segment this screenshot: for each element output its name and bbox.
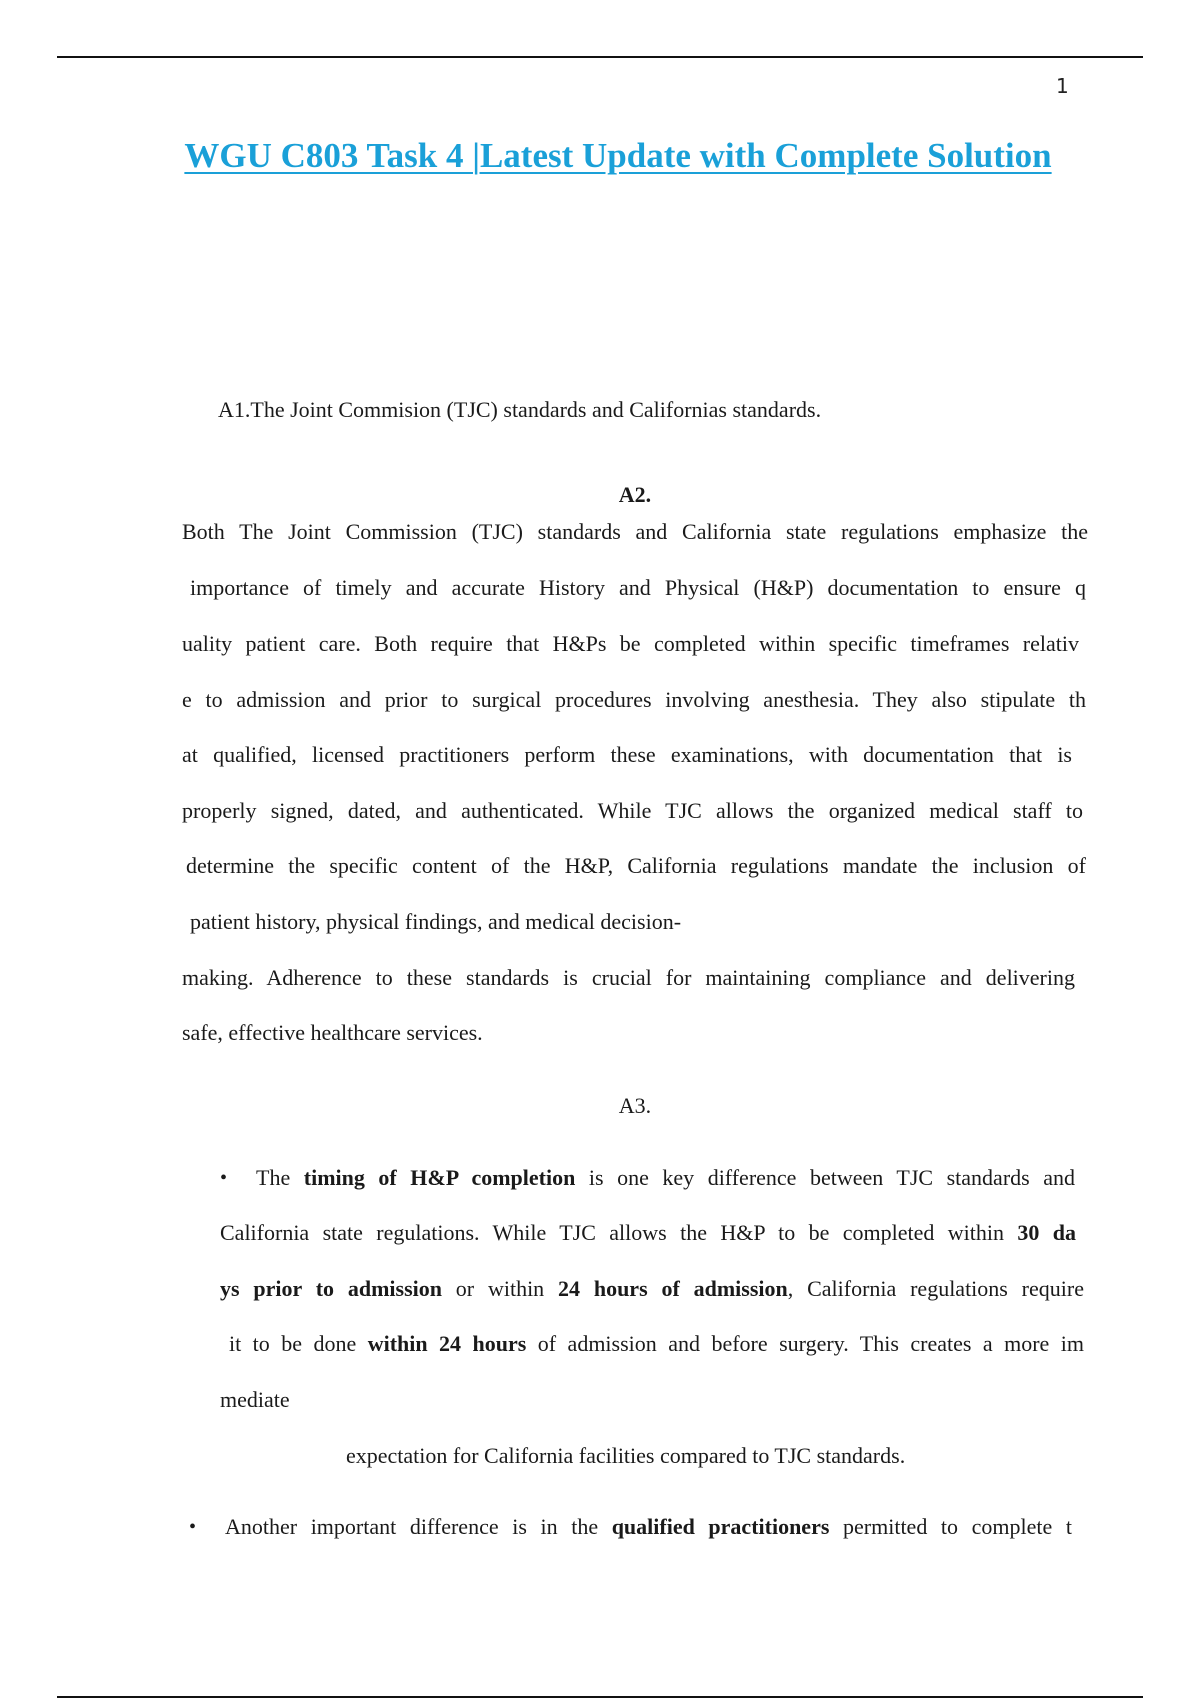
header-rule [57,56,1143,58]
a3-heading: A3. [618,1093,652,1118]
a2-line: Both The Joint Commission (TJC) standards and California state regulations emphasize the [182,519,1088,544]
a2-line: importance of timely and accurate History and Physical (H&P) documentation to ensure q [190,575,1086,600]
a2-line: making. Adherence to these standards is crucial for maintaining compliance and delivering [182,965,1075,990]
a1-text: A1.The Joint Commision (TJC) standards and Californias standards. [218,397,822,422]
a2-line: safe, effective healthcare services. [182,1020,483,1045]
bullet-icon: • [189,1516,197,1538]
a3-bullet1-line: California state regulations. While TJC allows the H&P to be completed within 30 da [220,1220,1076,1245]
a2-line: uality patient care. Both require that H&Ps be completed within specific timeframes relativ [182,631,1079,656]
document-title[interactable]: WGU C803 Task 4 |Latest Update with Complete Solution [184,136,1052,175]
a2-heading: A2. [618,482,652,507]
footer-rule [57,1696,1143,1698]
a3-bullet1-line: it to be done within 24 hours of admission and before surgery. This creates a more im [229,1331,1084,1356]
bullet-icon: • [220,1167,228,1189]
a3-bullet1-line: ys prior to admission or within 24 hours of admission, California regulations require [220,1276,1084,1301]
page-number: 1 [1056,74,1069,98]
a2-line: at qualified, licensed practitioners perform these examinations, with documentation that is [182,742,1072,767]
a2-line: e to admission and prior to surgical procedures involving anesthesia. They also stipulate th [182,687,1086,712]
a3-bullet1-line: expectation for California facilities compared to TJC standards. [346,1443,906,1468]
a3-bullet1-line: The timing of H&P completion is one key difference between TJC standards and [256,1165,1076,1190]
a3-bullet1-line: mediate [220,1387,290,1412]
a2-line: properly signed, dated, and authenticated. While TJC allows the organized medical staff to [182,798,1083,823]
a3-bullet2-line: Another important difference is in the qualified practitioners permitted to complete t [225,1514,1072,1539]
a2-line: patient history, physical findings, and medical decision- [190,909,682,934]
a2-line: determine the specific content of the H&P, California regulations mandate the inclusion of [186,853,1086,878]
